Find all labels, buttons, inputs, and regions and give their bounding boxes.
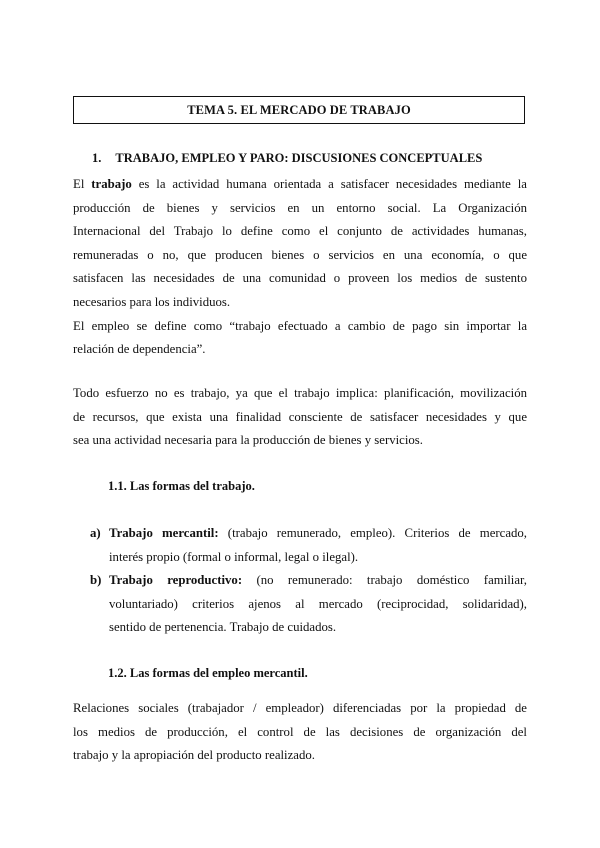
paragraph-trabajo xyxy=(73,173,527,362)
text-span: es la actividad humana orientada a satisfacer necesidades mediante la xyxy=(131,177,527,191)
text-line: Relaciones sociales (trabajador / empleador) diferenciadas por la propiedad de xyxy=(73,701,527,715)
text-line: relación de dependencia”. xyxy=(73,342,206,357)
paragraph-esfuerzo xyxy=(73,382,527,453)
text-line: Todo esfuerzo no es trabajo, ya que el trabajo implica: planificación, movilización xyxy=(73,386,527,400)
text-line: voluntariado) criterios ajenos al mercado (reciprocidad, solidaridad), xyxy=(109,596,527,611)
list-item xyxy=(90,522,527,569)
text-line: sea una actividad necesaria para la producción de bienes y servicios. xyxy=(73,433,423,448)
text-line: producción de bienes y servicios en un entorno social. La Organización xyxy=(73,200,527,215)
bold-term: Trabajo reproductivo: xyxy=(109,573,243,588)
text-line: sentido de pertenencia. Trabajo de cuidados. xyxy=(109,620,337,635)
text-line: interés propio (formal o informal, legal o ilegal). xyxy=(109,549,359,564)
list-marker: b) xyxy=(90,573,102,588)
list-item xyxy=(90,569,527,640)
subheading-formas-empleo: 1.2. Las formas del empleo mercantil. xyxy=(108,666,308,680)
text-line: El empleo se define como “trabajo efectuado a cambio de pago sin importar la xyxy=(73,318,527,333)
text-span: (trabajo remunerado, empleo). Criterios de mercado, xyxy=(218,526,528,540)
subheading-formas-trabajo: 1.1. Las formas del trabajo. xyxy=(108,479,255,493)
text-line: satisfacen las necesidades de una comunidad o proveen los medios de sustento xyxy=(73,271,527,286)
text-line: los medios de producción, el control de las decisiones de organización del xyxy=(73,724,527,739)
bold-term: trabajo xyxy=(91,177,132,191)
text-span: (no remunerado: trabajo doméstico familiar, xyxy=(242,573,527,588)
text-line xyxy=(109,522,527,546)
section-title: TRABAJO, EMPLEO Y PARO: DISCUSIONES CONCEPTUALES xyxy=(115,151,483,165)
text-line xyxy=(73,173,527,197)
text-span: El xyxy=(73,177,92,191)
list-body xyxy=(109,522,527,569)
paragraph-relaciones xyxy=(73,697,527,768)
title-box xyxy=(73,96,525,124)
forms-list xyxy=(90,522,527,640)
text-line: necesarios para los individuos. xyxy=(73,294,231,309)
text-line: Internacional del Trabajo lo define como el conjunto de actividades humanas, xyxy=(73,224,527,239)
bold-term: Trabajo mercantil: xyxy=(109,526,219,540)
text-line: trabajo y la apropiación del producto realizado. xyxy=(73,748,315,763)
page-title: TEMA 5. EL MERCADO DE TRABAJO xyxy=(187,102,411,117)
text-line: remuneradas o no, que producen bienes o servicios en una economía, o que xyxy=(73,247,527,262)
text-line: de recursos, que exista una finalidad consciente de satisfacer necesidades y que xyxy=(73,409,527,424)
list-marker: a) xyxy=(90,526,101,540)
section-heading xyxy=(92,151,482,166)
text-line xyxy=(109,569,527,593)
section-number: 1. xyxy=(92,151,102,165)
list-body xyxy=(109,569,527,640)
